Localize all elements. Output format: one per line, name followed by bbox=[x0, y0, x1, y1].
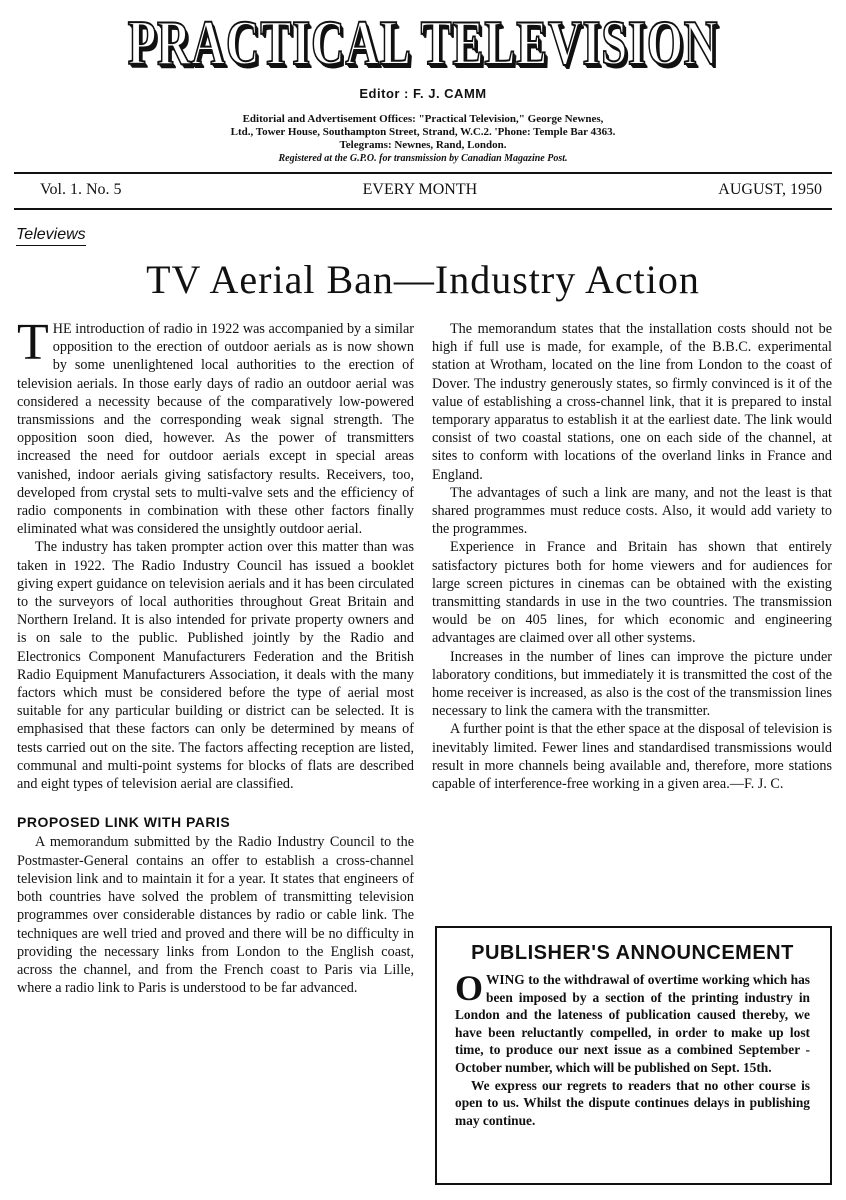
issue-date: AUGUST, 1950 bbox=[718, 181, 822, 198]
publishers-announcement-box bbox=[435, 926, 832, 1185]
announcement-body bbox=[455, 968, 810, 1129]
article-column-left bbox=[17, 314, 414, 997]
announcement-drop-cap: O bbox=[455, 968, 484, 1008]
article-paragraph: The memorandum states that the installation costs should not be high if full use is made, for example, of the B.B.C. experimental station at Wrotham, located on the line from London to the coast of Dover. The industry generously states, so firmly convinced is it of the value of establishing a cross-channel link, that it is prepared to instal temporary apparatus to establish it at the earliest date. The link would consist of two coastal stations, one on each side of the channel, at sites to conform with locations of the overland links in France and England. bbox=[432, 321, 832, 483]
masthead bbox=[0, 6, 846, 165]
top-rule bbox=[14, 172, 832, 174]
offices-line-1: Editorial and Advertisement Offices: "Practical Television," George Newnes, bbox=[242, 113, 604, 125]
article-subhead: PROPOSED LINK WITH PARIS bbox=[17, 814, 231, 831]
volume-number: Vol. 1. No. 5 bbox=[40, 181, 122, 198]
announcement-paragraph: We express our regrets to readers that no other course is open to us. Whilst the dispute continues delays in publishing may continue. bbox=[455, 1077, 810, 1128]
article-column-right bbox=[432, 320, 832, 793]
article-paragraph: Increases in the number of lines can improve the picture under laboratory conditions, but immediately it is transmitted the cost of the home receiver is increased, as also is the cost of the transmission lines necessary to link the camera with the transmitter. bbox=[432, 648, 832, 720]
announcement-paragraph: OWING to the withdrawal of overtime working which has been imposed by a section of the printing industry in London and the lateness of publication caused thereby, we have been reluctantly compelled, in order to make up lost time, to produce our next issue as a combined September - October number, which will be published on Sept. 15th. bbox=[455, 968, 810, 1075]
section-tag: Televiews bbox=[16, 226, 86, 246]
announcement-title: PUBLISHER'S ANNOUNCEMENT bbox=[471, 942, 794, 964]
issue-line bbox=[40, 178, 822, 202]
article-paragraph: A memorandum submitted by the Radio Industry Council to the Postmaster-General contains an offer to establish a cross-channel television link and to maintain it for a year. It states that engineers of both countries have solved the problem of transmitting television programmes over considerable distances by radio or cable link. The techniques are well tried and proved and there will be no difficulty in providing the necessary links from London to the English coast, across the channel, and from the French coast to Paris via Lille, where a radio link to Paris is understood to be far advanced. bbox=[17, 834, 414, 997]
article-paragraph: The advantages of such a link are many, and not the least is that shared programmes must reduce costs. Also, it would add variety to the programmes. bbox=[432, 484, 832, 538]
offices-line-2: Ltd., Tower House, Southampton Street, Strand, W.C.2. 'Phone: Temple Bar 4363. bbox=[230, 126, 616, 138]
editor-credit: Editor : F. J. CAMM bbox=[359, 86, 487, 101]
article-paragraph: THE introduction of radio in 1922 was accompanied by a similar opposition to the erection of outdoor aerials as is now shown by some unenlightened local authorities to the erection of television aerials. In those early days of radio an outdoor aerial was considered a necessity because of the comparatively low-powered transmissions and the corresponding weak signal strength. The opposition soon died, however. As the power of transmitters increased the need for outdoor aerials except in special areas vanished, indoor aerials giving satisfactory results. Receivers, too, developed from crystal sets to multi-valve sets and the efficiency of radio components in combination with these other factors finally eliminated what was considered the unsightly outdoor aerial. bbox=[17, 314, 414, 538]
article-paragraph: Experience in France and Britain has shown that entirely satisfactory pictures both for home viewers and for audiences for large screen pictures in cinemas can be obtained with the existing transmitting standards in use in the two countries. The transmission would be on 405 lines, for which economic and engineering advantages are claimed over all other systems. bbox=[432, 539, 832, 647]
article-headline: TV Aerial Ban—Industry Action bbox=[146, 257, 700, 302]
offices-block bbox=[143, 113, 703, 165]
magazine-title: PRACTICAL TELEVISION bbox=[127, 8, 719, 78]
registration-note: Registered at the G.P.O. for transmission by Canadian Magazine Post. bbox=[278, 153, 568, 164]
drop-cap: T bbox=[17, 314, 49, 371]
offices-line-3: Telegrams: Newnes, Rand, London. bbox=[339, 139, 507, 151]
article-paragraph: A further point is that the ether space at the disposal of television is inevitably limited. Fewer lines and standardised transmissions would result in more channels being available and, therefore, more stations capable of interference-free working in a given area.—F. J. C. bbox=[432, 721, 832, 793]
article-paragraph: The industry has taken prompter action over this matter than was taken in 1922. The Radio Industry Council has issued a booklet giving expert guidance on television aerials and it has been circulated to the surveyors of local authorities throughout Great Britain and Northern Ireland. It is also intended for private property owners and is on sale to the public. Published jointly by the Radio and Electronics Component Manufacturers Federation and the British Radio Equipment Manufacturers Association, it deals with the many factors which must be considered before the type of aerial most suitable for any particular building or district can be selected. It is emphasised that these factors can only be determined by means of tests carried out on the site. The factors affecting reception are listed, communal and multi-point systems for blocks of flats are described and eight types of television aerial are classified. bbox=[17, 539, 414, 793]
bottom-rule bbox=[14, 208, 832, 210]
issue-frequency: EVERY MONTH bbox=[362, 181, 478, 198]
